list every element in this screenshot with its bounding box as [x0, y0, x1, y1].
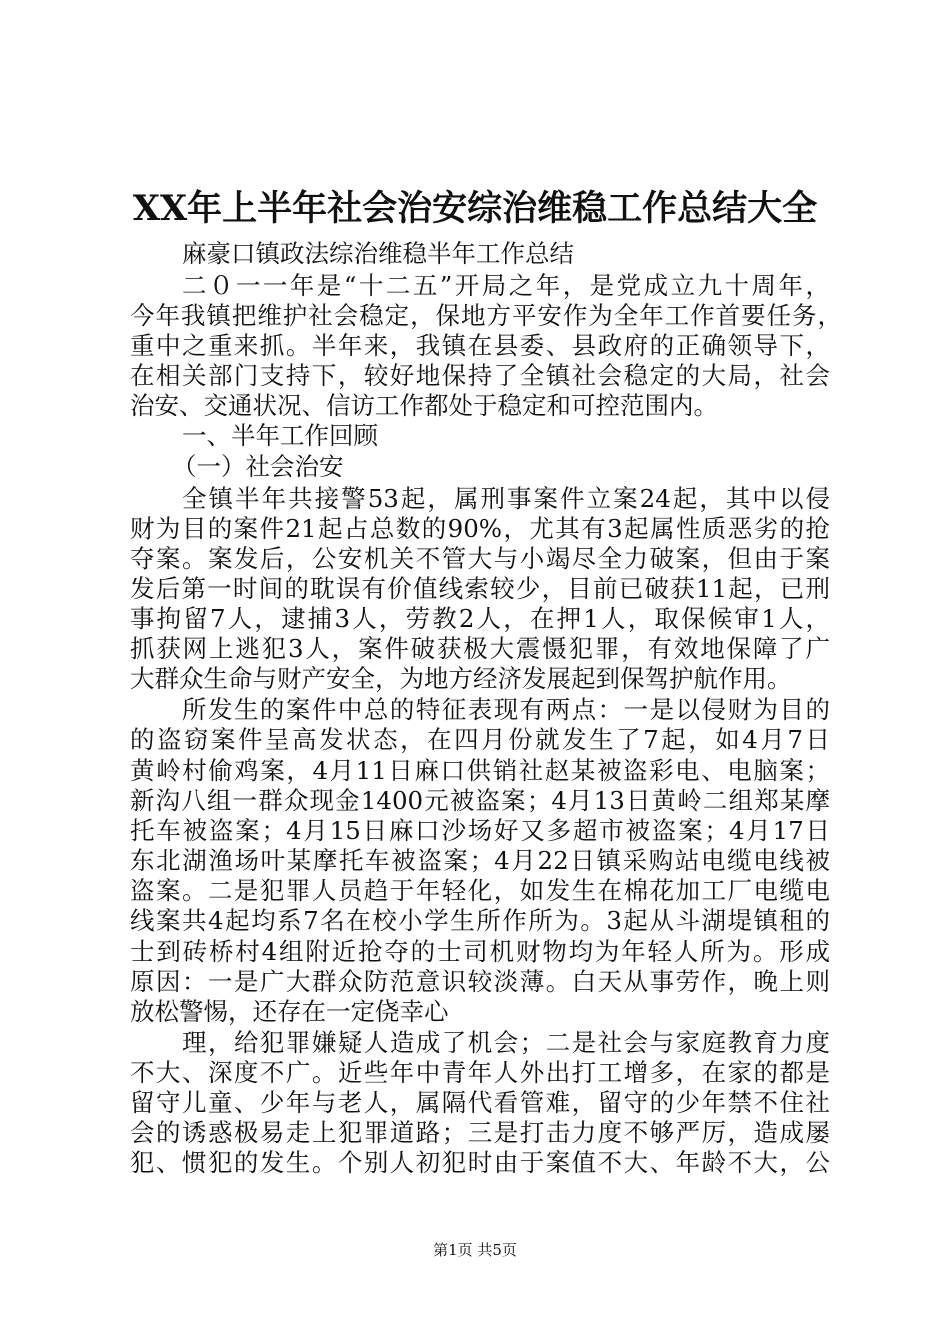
paragraph-line: 夺案。案发后，公安机关不管大与小竭尽全力破案，但由于案 [130, 544, 830, 573]
paragraph-line: 东北湖渔场叶某摩托车被盗案；4月22日镇采购站电缆电线被 [130, 846, 830, 875]
document-title: XX年上半年社会治安综治维稳工作总结大全 [132, 188, 818, 229]
paragraph-line: 黄岭村偷鸡案，4月11日麻口供销社赵某被盗彩电、电脑案； [130, 756, 830, 785]
paragraph-line: 二０一一年是“十二五”开局之年，是党成立九十周年， [182, 271, 830, 300]
paragraph-line: 留守儿童、少年与老人，属隔代看管难，留守的少年禁不住社 [130, 1088, 830, 1117]
paragraph-line: 重中之重来抓。半年来，我镇在县委、县政府的正确领导下， [130, 331, 830, 360]
paragraph-line: 大群众生命与财产安全，为地方经济发展起到保驾护航作用。 [130, 664, 792, 693]
section-heading: 一、半年工作回顾 [182, 421, 378, 450]
paragraph-line: 会的诱惑极易走上犯罪道路；三是打击力度不够严厉，造成屡 [130, 1118, 830, 1147]
paragraph-line: 治安、交通状况、信访工作都处于稳定和可控范围内。 [130, 391, 718, 420]
paragraph-line: 抓获网上逃犯3人，案件破获极大震慑犯罪，有效地保障了广 [130, 634, 830, 663]
paragraph-line: 犯、惯犯的发生。个别人初犯时由于案值不大、年龄不大，公 [130, 1148, 830, 1177]
paragraph-line: 的盗窃案件呈高发状态，在四月份就发生了7起，如4月7日 [130, 725, 830, 754]
paragraph-line: 新沟八组一群众现金1400元被盗案；4月13日黄岭二组郑某摩 [130, 786, 830, 815]
paragraph-line: 今年我镇把维护社会稳定，保地方平安作为全年工作首要任务， [130, 301, 842, 330]
paragraph-line: 盗案。二是犯罪人员趋于年轻化，如发生在棉花加工厂电缆电 [130, 876, 830, 905]
paragraph-line: 财为目的案件21起占总数的90%，尤其有3起属性质恶劣的抢 [130, 514, 830, 543]
paragraph-line: 所发生的案件中总的特征表现有两点：一是以侵财为目的 [182, 695, 830, 724]
paragraph-line: 在相关部门支持下，较好地保持了全镇社会稳定的大局，社会 [130, 361, 830, 390]
paragraph-line: 线案共4起均系7名在校小学生所作所为。3起从斗湖堤镇租的 [130, 906, 830, 935]
subsection-heading: （一）社会治安 [172, 452, 344, 481]
paragraph-line: 全镇半年共接警53起，属刑事案件立案24起，其中以侵 [182, 484, 830, 513]
paragraph-line: 原因：一是广大群众防范意识较淡薄。白天从事劳作，晚上则 [130, 967, 830, 996]
paragraph-line: 托车被盗案；4月15日麻口沙场好又多超市被盗案；4月17日 [130, 816, 830, 845]
subtitle-line: 麻豪口镇政法综治维稳半年工作总结 [182, 239, 574, 268]
paragraph-line: 事拘留7人，逮捕3人，劳教2人，在押1人，取保候审1人， [130, 604, 830, 633]
paragraph-line: 放松警惕，还存在一定侥幸心 [130, 997, 449, 1026]
paragraph-line: 不大、深度不广。近些年中青年人外出打工增多，在家的都是 [130, 1058, 830, 1087]
paragraph-line: 士到砖桥村4组附近抢夺的士司机财物均为年轻人所为。形成 [130, 937, 830, 966]
paragraph-line: 发后第一时间的耽误有价值线索较少，目前已破获11起，已刑 [130, 574, 830, 603]
page-number-footer: 第1页 共5页 [433, 1241, 517, 1259]
paragraph-line: 理，给犯罪嫌疑人造成了机会；二是社会与家庭教育力度 [182, 1028, 830, 1057]
